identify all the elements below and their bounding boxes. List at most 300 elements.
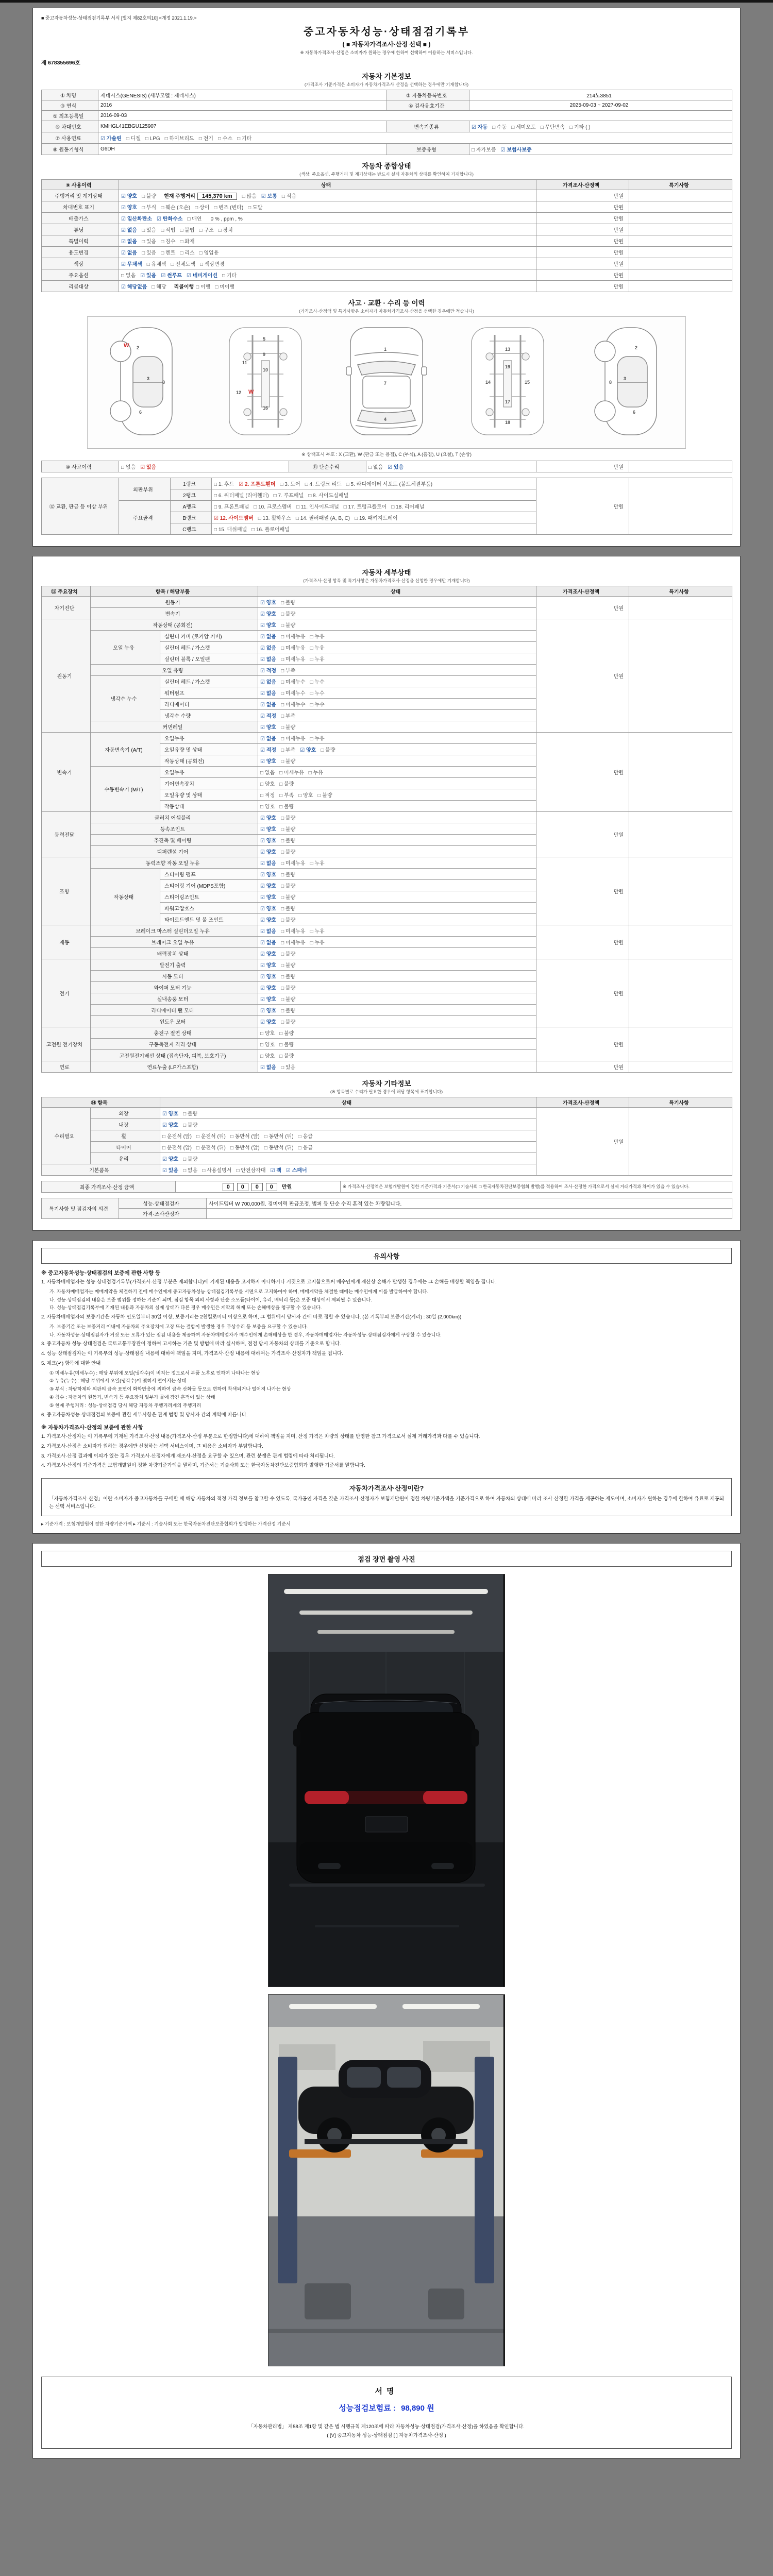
checkbox-사용설명서[interactable]: □ 사용설명서 xyxy=(202,1168,232,1174)
cell-text: 발전기 출력 xyxy=(159,963,186,969)
cell xyxy=(469,100,732,111)
checkbox-매연[interactable]: □ 매연 xyxy=(187,216,202,222)
checkbox-불량[interactable]: □ 불량 xyxy=(281,816,296,821)
checkbox-기타[interactable]: □ 기타 xyxy=(237,136,252,142)
checkbox-미세누유[interactable]: □ 미세누유 xyxy=(281,657,306,663)
checkbox-많음[interactable]: □ 많음 xyxy=(242,194,257,199)
cell-text: 냉각수 수량 xyxy=(164,714,191,719)
checkbox-안전삼각대[interactable]: □ 안전삼각대 xyxy=(236,1168,266,1174)
checkbox-누유[interactable]: □ 누유 xyxy=(310,929,325,935)
checkbox-7. 루프패널[interactable]: □ 7. 루프패널 xyxy=(273,493,304,499)
cell-text: ① 차명 xyxy=(60,93,77,99)
checkbox-영업용[interactable]: □ 영업용 xyxy=(199,250,219,256)
cell-text: C랭크 xyxy=(182,527,196,533)
checkbox-불량[interactable]: □ 불량 xyxy=(281,895,296,901)
checkbox-있음[interactable]: ☑ 있음 xyxy=(140,465,157,470)
checkbox-훼손 (오손)[interactable]: □ 훼손 (오손) xyxy=(161,205,191,211)
cell xyxy=(42,619,91,733)
cell-text: ③ 연식 xyxy=(60,104,77,109)
checkbox-양호[interactable]: □ 양호 xyxy=(298,793,313,799)
checkbox-15. 대쉬패널[interactable]: □ 15. 대쉬패널 xyxy=(214,527,247,533)
checkbox-유채색[interactable]: □ 유채색 xyxy=(146,262,166,267)
checkbox-불량[interactable]: □ 불량 xyxy=(281,884,296,889)
cell xyxy=(160,653,258,665)
cell xyxy=(160,801,258,812)
checkbox-1. 후드[interactable]: □ 1. 후드 xyxy=(214,482,234,487)
checkbox-구조[interactable]: □ 구조 xyxy=(199,228,214,233)
checkbox-10. 크로스멤버[interactable]: □ 10. 크로스멤버 xyxy=(254,504,292,510)
cell-text: 실린더 커버 (로커암 커버) xyxy=(164,634,222,640)
cell-text: 제동 xyxy=(59,940,70,946)
checkbox-미세누유[interactable]: □ 미세누유 xyxy=(281,861,306,867)
checkbox-양호[interactable]: ☑ 양호 xyxy=(260,895,277,901)
panel-basic-overall-accident xyxy=(32,8,741,547)
checkbox-있음[interactable]: □ 있음 xyxy=(142,250,157,256)
checkbox-불량[interactable]: □ 불량 xyxy=(281,952,296,957)
checkbox-9. 프론트패널[interactable]: □ 9. 프론트패널 xyxy=(214,504,249,510)
checkbox-양호[interactable]: ☑ 양호 xyxy=(260,906,277,912)
cell-text: 튜닝 xyxy=(73,228,84,233)
checkbox-12. 사이드멤버[interactable]: ☑ 12. 사이드멤버 xyxy=(214,516,254,521)
checkbox-4. 트렁크 리드[interactable]: □ 4. 트렁크 리드 xyxy=(305,482,342,487)
checkbox-이행[interactable]: □ 이행 xyxy=(196,284,211,290)
cell-text: 윈도우 모터 xyxy=(159,1020,186,1025)
checkbox-불량[interactable]: □ 불량 xyxy=(279,782,294,787)
checkbox-미세누유[interactable]: □ 미세누유 xyxy=(281,634,306,640)
checkbox-8. 사이드실패널[interactable]: □ 8. 사이드실패널 xyxy=(308,493,349,499)
notice-title: 유의사항 xyxy=(41,1248,732,1264)
cell xyxy=(629,224,732,235)
checkbox-양호[interactable]: ☑ 양호 xyxy=(260,850,277,855)
checkbox-17. 트렁크플로어[interactable]: □ 17. 트렁크플로어 xyxy=(343,504,387,510)
cell xyxy=(469,90,732,100)
checkbox-가솔린[interactable]: ☑ 가솔린 xyxy=(100,136,122,142)
cell xyxy=(42,132,98,144)
checkbox-양호[interactable]: ☑ 양호 xyxy=(260,827,277,833)
cell xyxy=(387,121,469,132)
cell xyxy=(119,1198,207,1209)
checkbox-미세누유[interactable]: □ 미세누유 xyxy=(281,736,306,742)
checkbox-누유[interactable]: □ 누유 xyxy=(310,861,325,867)
checkbox-양호[interactable]: ☑ 양호 xyxy=(260,918,277,923)
checkbox-미세누유[interactable]: □ 미세누유 xyxy=(281,929,306,935)
checkbox-동반석 (뒤)[interactable]: □ 동반석 (뒤) xyxy=(264,1134,294,1140)
checkbox-양호[interactable]: □ 양호 xyxy=(260,1031,275,1037)
cell xyxy=(258,642,536,653)
checkbox-없음[interactable]: □ 없음 xyxy=(260,770,275,776)
checkbox-19. 패키지트레이[interactable]: □ 19. 패키지트레이 xyxy=(355,516,398,521)
checkbox-불량[interactable]: □ 불량 xyxy=(183,1111,198,1117)
checkbox-불량[interactable]: □ 불량 xyxy=(279,1054,294,1059)
checkbox-양호[interactable]: ☑ 양호 xyxy=(260,952,277,957)
checkbox-없음[interactable]: □ 없음 xyxy=(121,465,136,470)
checkbox-상이[interactable]: □ 상이 xyxy=(195,205,210,211)
checkbox-운전석 (앞)[interactable]: □ 운전석 (앞) xyxy=(162,1145,192,1151)
checkbox-불량[interactable]: □ 불량 xyxy=(281,600,296,606)
cell xyxy=(42,812,91,857)
checkbox-수소[interactable]: □ 수소 xyxy=(217,136,233,142)
checkbox-불량[interactable]: □ 불량 xyxy=(281,918,296,923)
checkbox-양호[interactable]: ☑ 양호 xyxy=(260,974,277,980)
checkbox-없음[interactable]: ☑ 없음 xyxy=(260,691,277,697)
checkbox-3. 도어[interactable]: □ 3. 도어 xyxy=(280,482,300,487)
table-row xyxy=(42,132,732,144)
checkbox-전기[interactable]: □ 전기 xyxy=(198,136,213,142)
checkbox-없음[interactable]: ☑ 없음 xyxy=(260,646,277,651)
checkbox-양호[interactable]: □ 양호 xyxy=(260,1054,275,1059)
checkbox-적음[interactable]: □ 적음 xyxy=(281,194,297,199)
checkbox-양호[interactable]: ☑ 양호 xyxy=(260,759,277,765)
checkbox-스패너[interactable]: ☑ 스패너 xyxy=(285,1168,307,1174)
checkbox-누유[interactable]: □ 누유 xyxy=(310,646,325,651)
checkbox-없음[interactable]: □ 없음 xyxy=(183,1168,198,1174)
damage-mark-W: W xyxy=(124,343,129,349)
checkbox-미세누유[interactable]: □ 미세누유 xyxy=(281,646,306,651)
cell xyxy=(258,755,536,767)
cell-text: 현재 주행거리 xyxy=(164,194,195,199)
checkbox-불량[interactable]: □ 불량 xyxy=(142,194,157,199)
checkbox-적정[interactable]: □ 적정 xyxy=(260,793,275,799)
cell xyxy=(91,676,160,721)
checkbox-부족[interactable]: □ 부족 xyxy=(281,748,296,753)
checkbox-도말[interactable]: □ 도말 xyxy=(248,205,263,211)
checkbox-네비게이션[interactable]: ☑ 네비게이션 xyxy=(186,273,217,279)
part-number-17: 17 xyxy=(505,399,511,404)
notice-line: 3. 중고자동차 성능·상태점검은 국토교통부장관이 정하여 고시하는 기준 및 방법에 따라 실시하며, 점검 당시 자동차의 상태를 기준으로 합니다. xyxy=(41,1341,341,1347)
checkbox-11. 인사이드패널[interactable]: □ 11. 인사이드패널 xyxy=(296,504,339,510)
checkbox-불량[interactable]: □ 불량 xyxy=(279,1031,294,1037)
checkbox-불량[interactable]: □ 불량 xyxy=(281,725,296,731)
checkbox-양호[interactable]: ☑ 양호 xyxy=(260,872,277,878)
checkbox-양호[interactable]: ☑ 양호 xyxy=(162,1111,179,1117)
checkbox-미세누수[interactable]: □ 미세누수 xyxy=(281,680,306,685)
cell xyxy=(258,971,536,982)
cell xyxy=(258,880,536,891)
checkbox-전체도색[interactable]: □ 전체도색 xyxy=(171,262,196,267)
checkbox-양호[interactable]: ☑ 양호 xyxy=(260,623,277,629)
checkbox-부족[interactable]: □ 부족 xyxy=(281,668,296,674)
checkbox-없음[interactable]: ☑ 없음 xyxy=(260,940,277,946)
checkbox-불량[interactable]: □ 불량 xyxy=(281,997,296,1003)
checkbox-LPG[interactable]: □ LPG xyxy=(145,136,160,142)
notice-line: 1. 자동차매매업자는 성능·상태점검기록부(가격조사·산정 부분은 제외합니다)에 기재된 내용을 고지하지 아니하거나 거짓으로 고지함으로써 매수인에게 재산상 손해가 발생한 경우에는 그 손해를 배상할 책임을 집니다. xyxy=(41,1279,497,1285)
cell xyxy=(91,948,258,959)
cell xyxy=(341,1181,732,1193)
checkbox-장치[interactable]: □ 장치 xyxy=(218,228,233,233)
checkbox-적정[interactable]: ☑ 적정 xyxy=(260,714,277,719)
cell xyxy=(160,699,258,710)
checkbox-불량[interactable]: □ 불량 xyxy=(281,963,296,969)
cell xyxy=(536,1097,629,1108)
checkbox-양호[interactable]: ☑ 양호 xyxy=(260,1008,277,1014)
cell xyxy=(536,959,629,1027)
checkbox-누유[interactable]: □ 누유 xyxy=(310,657,325,663)
checkbox-누유[interactable]: □ 누유 xyxy=(310,940,325,946)
checkbox-수동[interactable]: □ 수동 xyxy=(492,125,507,130)
part-number-9: 9 xyxy=(263,352,266,357)
checkbox-미세누유[interactable]: □ 미세누유 xyxy=(281,940,306,946)
final-price-table xyxy=(41,1181,732,1193)
checkbox-누유[interactable]: □ 누유 xyxy=(308,770,323,776)
cell xyxy=(42,121,98,132)
cell xyxy=(629,959,732,1027)
checkbox-부족[interactable]: □ 부족 xyxy=(281,714,296,719)
right-side-view xyxy=(595,328,657,435)
cell xyxy=(98,132,732,144)
cell-text: 주요옵션 xyxy=(69,273,89,279)
checkbox-부식[interactable]: □ 부식 xyxy=(142,205,157,211)
cell-text: A랭크 xyxy=(182,504,196,510)
cell xyxy=(629,478,732,535)
cell-text: 가격·조사산정자 xyxy=(143,1212,179,1217)
cell xyxy=(629,733,732,812)
checkbox-부족[interactable]: □ 부족 xyxy=(279,793,294,799)
damage-code-legend: ※ 상태표시 부호 : X (교환), W (판금 또는 용접), C (부식), A (흠집), U (요철), T (손상) xyxy=(301,452,472,457)
section-note-detail: (가격조사·산정 항목 및 특기사항은 자동차가격조사·산정을 신청한 경우에만 기재합니다) xyxy=(303,578,470,583)
table-row xyxy=(42,959,732,971)
checkbox-양호[interactable]: ☑ 양호 xyxy=(260,1020,277,1025)
checkbox-운전석 (뒤)[interactable]: □ 운전석 (뒤) xyxy=(196,1134,226,1140)
cell xyxy=(258,619,536,631)
checkbox-미세누수[interactable]: □ 미세누수 xyxy=(281,691,306,697)
cell xyxy=(42,1061,91,1073)
checkbox-양호[interactable]: ☑ 양호 xyxy=(260,963,277,969)
checkbox-적정[interactable]: ☑ 적정 xyxy=(260,668,277,674)
checkbox-보통[interactable]: ☑ 보통 xyxy=(261,194,277,199)
checkbox-5. 라디에이터 서포트 (볼트체결부품)[interactable]: □ 5. 라디에이터 서포트 (볼트체결부품) xyxy=(346,482,433,487)
cell-text: 동력조향 작동 오일 누유 xyxy=(145,861,200,867)
checkbox-2. 프론트휀더[interactable]: ☑ 2. 프론트휀더 xyxy=(239,482,276,487)
checkbox-14. 필러패널 (A, B, C)[interactable]: □ 14. 필러패널 (A, B, C) xyxy=(295,516,350,521)
cell xyxy=(629,619,732,733)
checkbox-리스[interactable]: □ 리스 xyxy=(180,250,195,256)
checkbox-세미오토[interactable]: □ 세미오토 xyxy=(511,125,536,130)
checkbox-불량[interactable]: □ 불량 xyxy=(281,838,296,844)
checkbox-양호[interactable]: □ 양호 xyxy=(260,1042,275,1048)
cell xyxy=(212,512,536,523)
checkbox-없음[interactable]: ☑ 없음 xyxy=(260,861,277,867)
checkbox-불량[interactable]: □ 불량 xyxy=(183,1123,198,1128)
checkbox-응급[interactable]: □ 응급 xyxy=(298,1134,313,1140)
checkbox-기타 ( )[interactable]: □ 기타 ( ) xyxy=(569,125,591,130)
checkbox-해당없음[interactable]: ☑ 해당없음 xyxy=(121,284,147,290)
checkbox-양호[interactable]: □ 양호 xyxy=(260,782,275,787)
checkbox-있음[interactable]: □ 있음 xyxy=(142,239,157,245)
checkbox-미이행[interactable]: □ 미이행 xyxy=(215,284,235,290)
checkbox-없음[interactable]: ☑ 없음 xyxy=(260,634,277,640)
table-row xyxy=(42,1108,732,1119)
cell xyxy=(258,1050,536,1061)
cell xyxy=(91,1005,258,1016)
cell-text: 브레이크 마스터 실린더오일 누유 xyxy=(136,929,210,935)
checkbox-있음[interactable]: ☑ 있음 xyxy=(140,273,157,279)
checkbox-양호[interactable]: ☑ 양호 xyxy=(121,194,138,199)
cell-text: 색상 xyxy=(73,262,84,267)
checkbox-13. 휠하우스[interactable]: □ 13. 휠하우스 xyxy=(258,516,291,521)
checkbox-양호[interactable]: ☑ 양호 xyxy=(260,612,277,617)
checkbox-불량[interactable]: □ 불량 xyxy=(281,986,296,991)
checkbox-침수[interactable]: □ 침수 xyxy=(161,239,176,245)
checkbox-없음[interactable]: ☑ 없음 xyxy=(121,228,138,233)
checkbox-기타[interactable]: □ 기타 xyxy=(222,273,237,279)
checkbox-적정[interactable]: ☑ 적정 xyxy=(260,748,277,753)
cell xyxy=(119,281,536,292)
cell-text: ⑨ 사용이력 xyxy=(65,183,92,189)
checkbox-없음[interactable]: □ 없음 xyxy=(121,273,136,279)
cell xyxy=(119,478,171,501)
checkbox-운전석 (앞)[interactable]: □ 운전석 (앞) xyxy=(162,1134,192,1140)
checkbox-양호[interactable]: ☑ 양호 xyxy=(121,205,138,211)
checkbox-렌트[interactable]: □ 렌트 xyxy=(161,250,176,256)
checkbox-자동[interactable]: ☑ 자동 xyxy=(472,125,488,130)
amount-digit: 0 xyxy=(223,1183,234,1191)
checkbox-불량[interactable]: □ 불량 xyxy=(281,827,296,833)
checkbox-탄화수소[interactable]: ☑ 탄화수소 xyxy=(157,216,183,222)
photo-car-on-lift xyxy=(268,1995,503,2366)
checkbox-없음[interactable]: ☑ 없음 xyxy=(121,250,138,256)
checkbox-자가보증[interactable]: □ 자가보증 xyxy=(472,147,496,153)
section-note-overall: (색상, 주요옵션, 주행거리 및 계기상태는 반드시 실제 자동차의 상태를 확인하여 기재합니다) xyxy=(299,172,474,177)
checkbox-무단변속[interactable]: □ 무단변속 xyxy=(540,125,565,130)
checkbox-동반석 (앞)[interactable]: □ 동반석 (앞) xyxy=(230,1134,260,1140)
damage-diagram xyxy=(87,316,686,449)
cell xyxy=(98,144,387,155)
part-number-15: 15 xyxy=(525,380,530,385)
checkbox-있음[interactable]: ☑ 있음 xyxy=(388,465,404,470)
cell xyxy=(258,1061,536,1073)
checkbox-없음[interactable]: ☑ 없음 xyxy=(260,929,277,935)
cell xyxy=(91,1039,258,1050)
cell xyxy=(42,959,91,1027)
checkbox-미세누수[interactable]: □ 미세누수 xyxy=(281,702,306,708)
notice-line: 5. 체크(✔) 항목에 대한 안내 xyxy=(41,1360,101,1366)
checkbox-미세누유[interactable]: □ 미세누유 xyxy=(279,770,304,776)
checkbox-무채색[interactable]: ☑ 무채색 xyxy=(121,262,142,267)
checkbox-양호[interactable]: ☑ 양호 xyxy=(260,884,277,889)
checkbox-동반석 (뒤)[interactable]: □ 동반석 (뒤) xyxy=(264,1145,294,1151)
checkbox-양호[interactable]: □ 양호 xyxy=(260,804,275,810)
checkbox-불량[interactable]: □ 불량 xyxy=(281,759,296,765)
cell-text: 만원 xyxy=(613,1065,624,1071)
checkbox-해당[interactable]: □ 해당 xyxy=(152,284,166,290)
checkbox-썬루프[interactable]: ☑ 썬루프 xyxy=(161,273,182,279)
checkbox-양호[interactable]: ☑ 양호 xyxy=(260,600,277,606)
part-number-8: 8 xyxy=(609,380,612,385)
checkbox-디젤[interactable]: □ 디젤 xyxy=(126,136,141,142)
part-number-10: 10 xyxy=(263,367,268,372)
checkbox-적법[interactable]: □ 적법 xyxy=(161,228,176,233)
checkbox-양호[interactable]: ☑ 양호 xyxy=(260,816,277,821)
checkbox-불량[interactable]: □ 불량 xyxy=(281,612,296,617)
cell xyxy=(258,1005,536,1016)
cell xyxy=(91,1027,258,1039)
checkbox-운전석 (뒤)[interactable]: □ 운전석 (뒤) xyxy=(196,1145,226,1151)
part-number-2: 2 xyxy=(137,345,140,350)
checkbox-없음[interactable]: ☑ 없음 xyxy=(260,1065,277,1071)
cell xyxy=(91,767,160,812)
cell-text: 스티어링 기어 (MDPS포함) xyxy=(164,884,226,889)
table-row xyxy=(42,1209,732,1219)
cell xyxy=(629,281,732,292)
checkbox-불량[interactable]: □ 불량 xyxy=(281,623,296,629)
checkbox-누유[interactable]: □ 누유 xyxy=(310,736,325,742)
cell xyxy=(160,1097,536,1108)
checkbox-변조 (변타)[interactable]: □ 변조 (변타) xyxy=(214,205,244,211)
cell-text: 사이드멤버 W 700,000원. 경미이력 판금조정, 범퍼 등 단순 수리 흔적 있는 차량입니다. xyxy=(209,1201,402,1207)
checkbox-없음[interactable]: ☑ 없음 xyxy=(260,736,277,742)
cell xyxy=(91,1119,160,1130)
checkbox-있음[interactable]: ☑ 있음 xyxy=(162,1168,179,1174)
checkbox-불량[interactable]: □ 불량 xyxy=(317,793,332,799)
checkbox-있음[interactable]: □ 있음 xyxy=(142,228,157,233)
checkbox-불량[interactable]: □ 불량 xyxy=(281,906,296,912)
checkbox-누수[interactable]: □ 누수 xyxy=(310,680,325,685)
signature-title: 서명 xyxy=(375,2386,398,2396)
cell-text: 2016-09-03 xyxy=(100,113,127,118)
cell xyxy=(42,586,91,597)
checkbox-양호[interactable]: ☑ 양호 xyxy=(162,1123,179,1128)
checkbox-화재[interactable]: □ 화재 xyxy=(180,239,195,245)
checkbox-없음[interactable]: ☑ 없음 xyxy=(121,239,138,245)
checkbox-없음[interactable]: ☑ 없음 xyxy=(260,680,277,685)
cell xyxy=(536,258,629,269)
checkbox-없음[interactable]: ☑ 없음 xyxy=(260,657,277,663)
checkbox-불량[interactable]: □ 불량 xyxy=(321,748,335,753)
checkbox-불량[interactable]: □ 불량 xyxy=(279,1042,294,1048)
checkbox-응급[interactable]: □ 응급 xyxy=(298,1145,313,1151)
checkbox-불량[interactable]: □ 불량 xyxy=(281,974,296,980)
checkbox-불량[interactable]: □ 불량 xyxy=(281,872,296,878)
checkbox-불량[interactable]: □ 불량 xyxy=(281,1008,296,1014)
checkbox-양호[interactable]: ☑ 양호 xyxy=(260,986,277,991)
checkbox-양호[interactable]: ☑ 양호 xyxy=(260,997,277,1003)
checkbox-양호[interactable]: ☑ 양호 xyxy=(260,725,277,731)
checkbox-18. 리어패널[interactable]: □ 18. 리어패널 xyxy=(391,504,425,510)
checkbox-불량[interactable]: □ 불량 xyxy=(279,804,294,810)
cell-text: 기어변속장치 xyxy=(164,782,194,787)
checkbox-잭[interactable]: ☑ 잭 xyxy=(270,1168,281,1174)
cell xyxy=(160,880,258,891)
cell xyxy=(91,1050,258,1061)
cell xyxy=(42,235,119,247)
checkbox-불량[interactable]: □ 불량 xyxy=(281,850,296,855)
checkbox-없음[interactable]: □ 없음 xyxy=(368,465,383,470)
checkbox-양호[interactable]: ☑ 양호 xyxy=(300,748,316,753)
checkbox-6. 쿼터패널 (리어휀더)[interactable]: □ 6. 쿼터패널 (리어휀더) xyxy=(214,493,269,499)
checkbox-양호[interactable]: ☑ 양호 xyxy=(162,1157,179,1162)
cell-text: 수동변속기 (M/T) xyxy=(104,787,143,793)
checkbox-없음[interactable]: ☑ 없음 xyxy=(260,702,277,708)
checkbox-동반석 (앞)[interactable]: □ 동반석 (앞) xyxy=(230,1145,260,1151)
checkbox-불법[interactable]: □ 불법 xyxy=(180,228,195,233)
checkbox-누수[interactable]: □ 누수 xyxy=(310,691,325,697)
checkbox-일산화탄소[interactable]: ☑ 일산화탄소 xyxy=(121,216,153,222)
checkbox-16. 플로어패널[interactable]: □ 16. 플로어패널 xyxy=(251,527,290,533)
checkbox-누유[interactable]: □ 누유 xyxy=(310,634,325,640)
checkbox-보험사보증[interactable]: ☑ 보험사보증 xyxy=(500,147,532,153)
checkbox-색상변경[interactable]: □ 색상변경 xyxy=(200,262,225,267)
checkbox-불량[interactable]: □ 불량 xyxy=(281,1020,296,1025)
table-row xyxy=(42,619,732,631)
checkbox-누수[interactable]: □ 누수 xyxy=(310,702,325,708)
cell xyxy=(212,478,536,489)
checkbox-있음[interactable]: □ 있음 xyxy=(281,1065,296,1071)
checkbox-양호[interactable]: ☑ 양호 xyxy=(260,838,277,844)
checkbox-하이브리드[interactable]: □ 하이브리드 xyxy=(164,136,194,142)
cell xyxy=(160,631,258,642)
checkbox-불량[interactable]: □ 불량 xyxy=(183,1157,198,1162)
cell xyxy=(629,925,732,959)
